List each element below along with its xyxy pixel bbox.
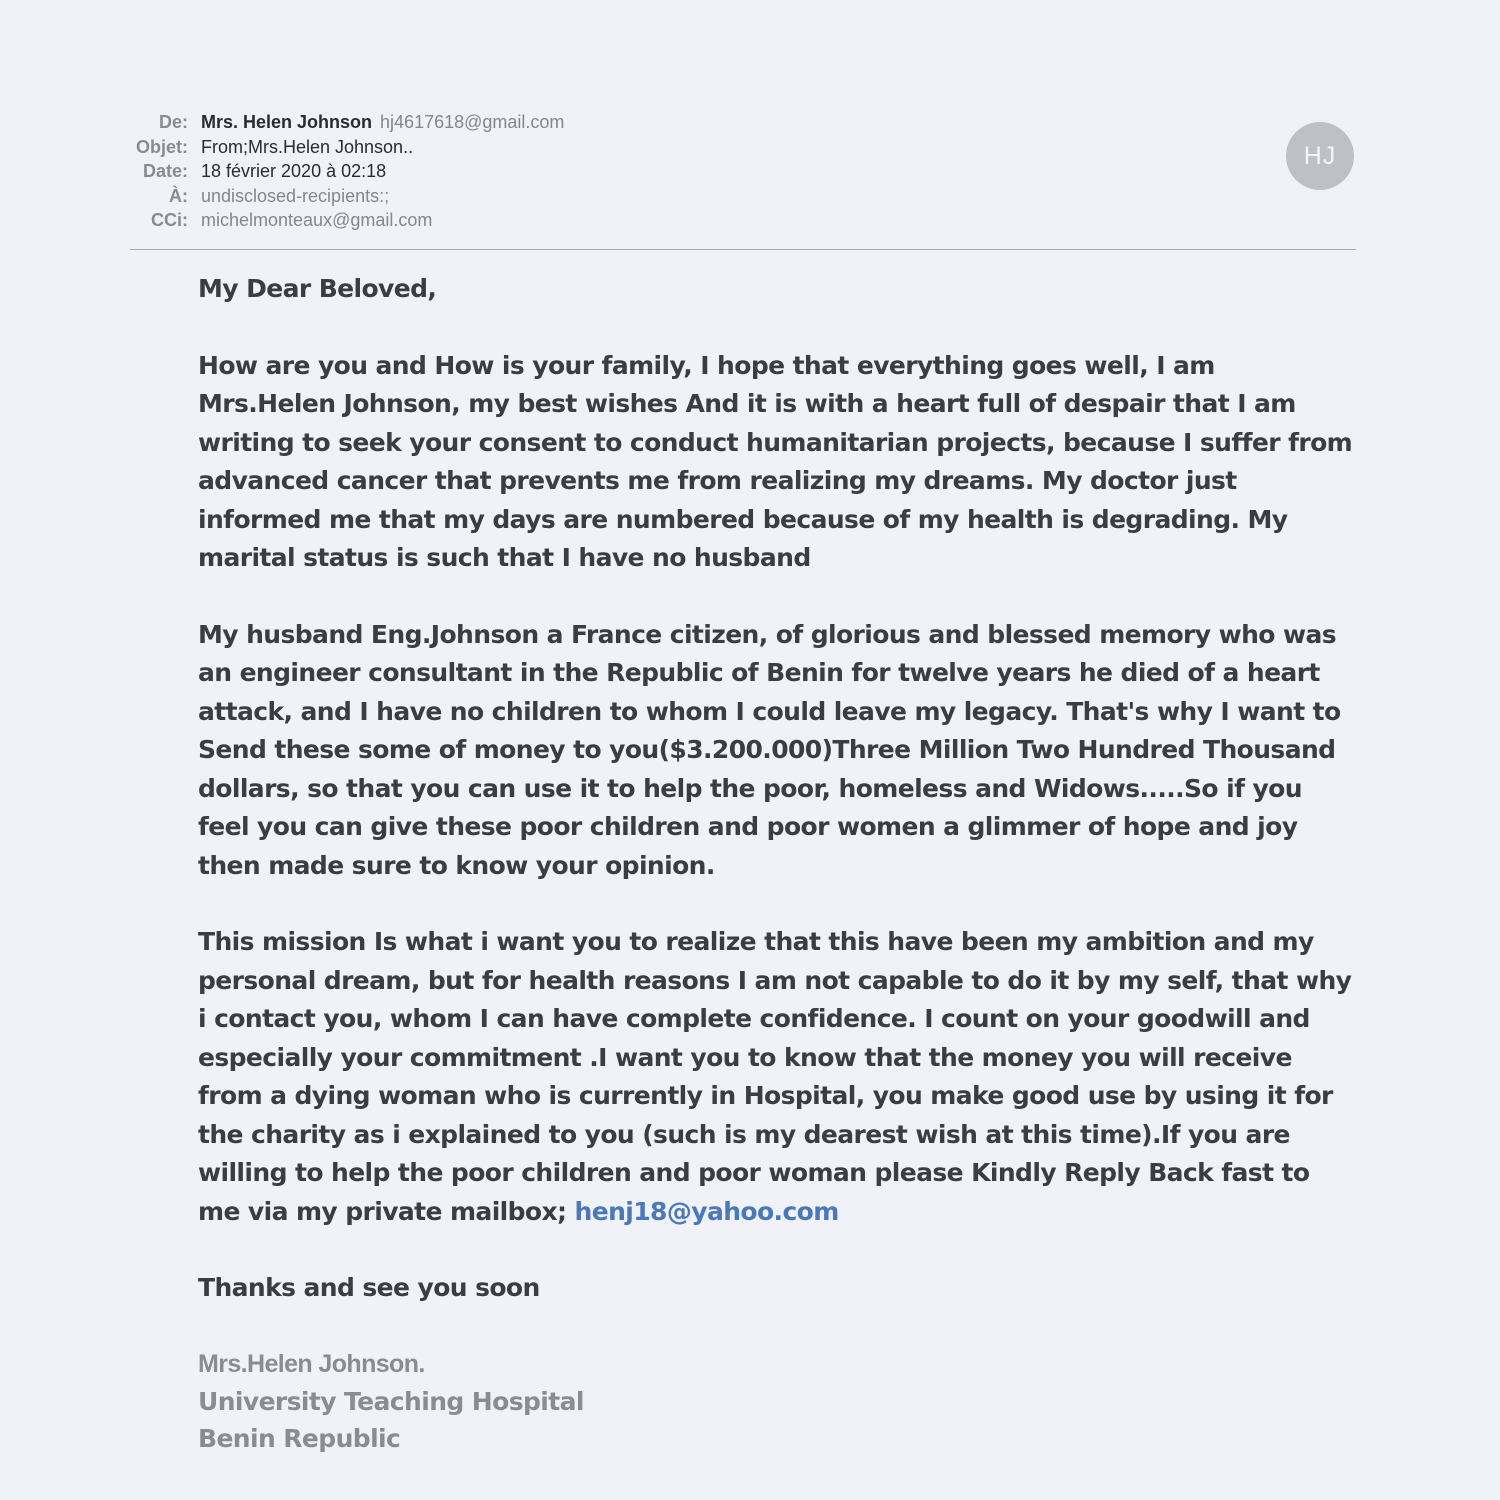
- greeting: My Dear Beloved,: [198, 274, 437, 303]
- sender-name: Mrs. Helen Johnson: [201, 112, 373, 132]
- signature-country: Benin Republic: [198, 1423, 401, 1453]
- paragraph-3-text: This mission Is what i want you to realize that this have been my ambition and my personal dream, but for health reasons I am not capable to do it by my self, that why i contact you, whom I can have complete confidence. I count on your goodwill and especially your commitment .I want you to know that the money you will receive from a dying woman who is currently in Hospital, you make good use by using it for the charity as i explained to you (such is my dearest wish at this time).If you are willing to help the poor children and poor woman please Kindly Reply Back fast to me via my private mailbox;: [198, 927, 1352, 1226]
- to-label: À:: [169, 185, 188, 206]
- signature-institution: University Teaching Hospital: [198, 1386, 584, 1416]
- email-header: [130, 112, 1356, 235]
- subject-row: [130, 137, 1356, 162]
- signature-name: Mrs.Helen Johnson.: [198, 1349, 425, 1378]
- bcc-label: CCi:: [151, 210, 188, 230]
- body-paragraph-3: [198, 923, 1358, 1231]
- date-row: [130, 161, 1356, 186]
- from-value: [201, 112, 564, 133]
- bcc-value[interactable]: michelmonteaux@gmail.com: [201, 210, 433, 230]
- date-value: 18 février 2020 à 02:18: [201, 161, 387, 181]
- email-body: [198, 270, 1358, 1457]
- to-row: [130, 186, 1356, 211]
- sender-email[interactable]: hj4617618@gmail.com: [380, 112, 565, 132]
- closing: Thanks and see you soon: [198, 1273, 540, 1302]
- body-paragraph-2: My husband Eng.Johnson a France citizen, of glorious and blessed memory who was an engineer consultant in the Republic of Benin for twelve years he died of a heart attack, and I have no children to whom I could leave my legacy. That's why I want to Send these some of money to you($3.200.000)Three Million Two Hundred Thousand dollars, so that you can use it to help the poor, homeless and Widows.....So if you feel you can give these poor children and poor women a glimmer of hope and joy then made sure to know your opinion.: [198, 619, 1341, 880]
- bcc-row: [130, 210, 1356, 235]
- to-value: undisclosed-recipients:;: [201, 185, 390, 206]
- subject-value: From;Mrs.Helen Johnson..: [201, 136, 414, 157]
- sender-avatar: HJ: [1286, 122, 1354, 190]
- subject-label: Objet:: [136, 136, 188, 157]
- signature: [198, 1346, 1358, 1457]
- from-row: [130, 112, 1356, 137]
- body-paragraph-1: How are you and How is your family, I hope that everything goes well, I am Mrs.Helen Johnson, my best wishes And it is with a heart full of despair that I am writing to seek your consent to conduct humanitarian projects, because I suffer from advanced cancer that prevents me from realizing my dreams. My doctor just informed me that my days are numbered because of my health is degrading. My marital status is such that I have no husband: [198, 350, 1353, 572]
- reply-email-link[interactable]: henj18@yahoo.com: [574, 1196, 839, 1226]
- date-label: Date:: [142, 161, 188, 181]
- header-divider: [130, 249, 1356, 250]
- from-label: De:: [158, 112, 188, 132]
